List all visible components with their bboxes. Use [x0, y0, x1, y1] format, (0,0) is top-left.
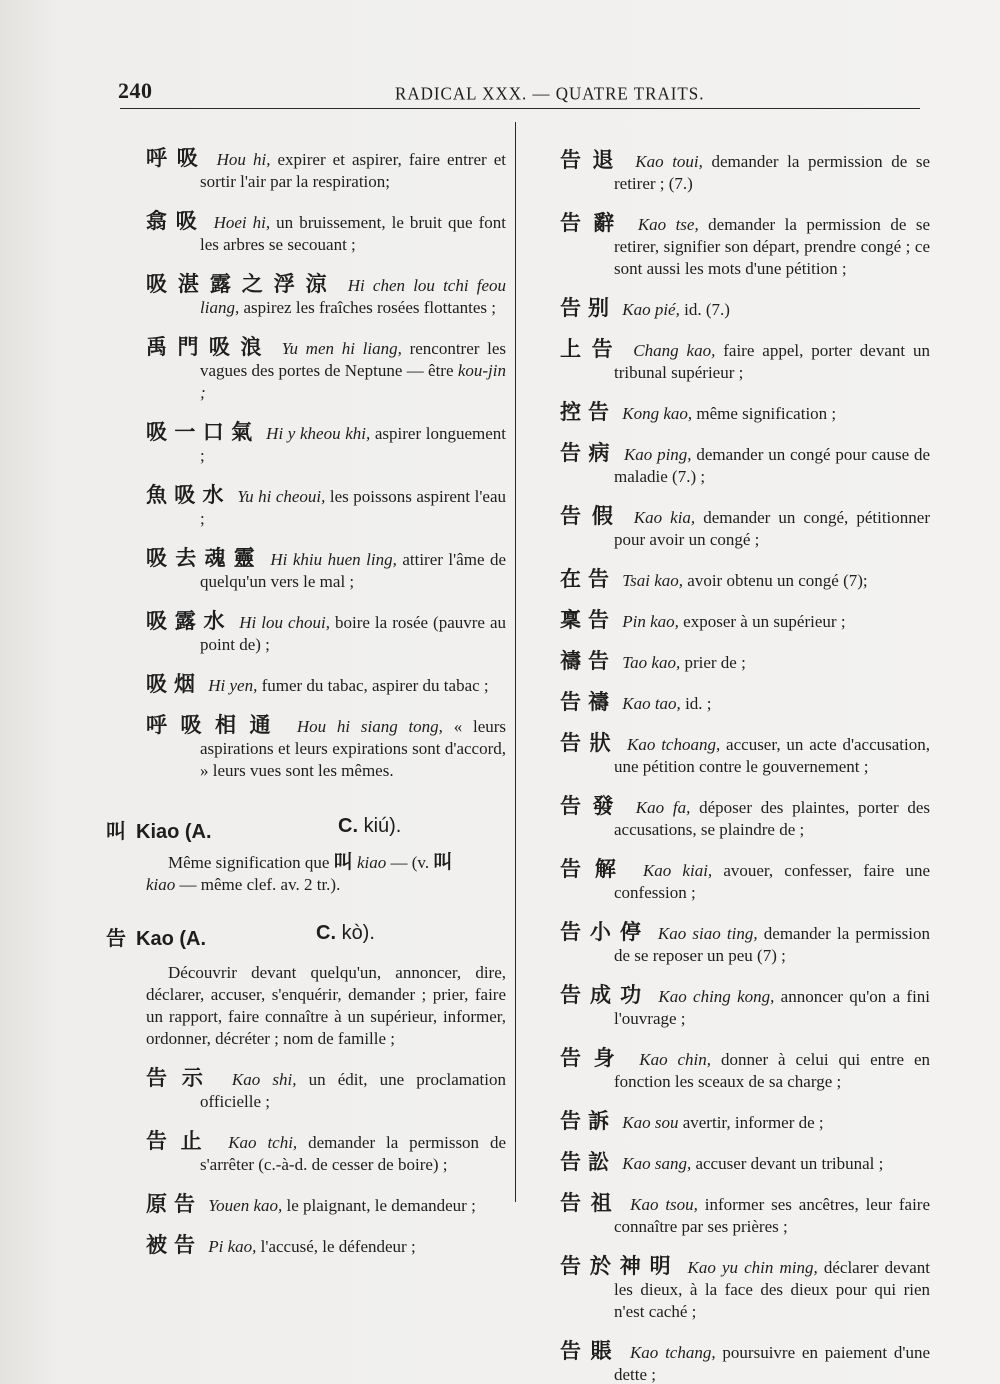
dictionary-entry [146, 421, 506, 467]
entry-gloss: demander la permission de se retirer, signifier son départ, prendre congé ; ce sont aussi les mots d'une pétition ; [614, 215, 931, 278]
headword-char: 叫 [106, 819, 126, 843]
entry-characters: 魚吸水 [146, 483, 231, 507]
entry-characters: 告發 [560, 794, 626, 818]
entry-characters: 在告 [560, 567, 616, 591]
entry-gloss: informer ses ancêtres, leur faire connaître par ses prières ; [614, 1195, 931, 1236]
entry-characters: 告止 [146, 1129, 216, 1153]
entry-gloss: demander la permission de se retirer ; (7.) [614, 152, 930, 193]
entry-characters: 告病 [560, 441, 618, 465]
entry-characters: 告訟 [560, 1150, 616, 1174]
dictionary-entry [560, 732, 930, 778]
entry-gloss: demander la permisson de s'arrêter (c.-à-d. de cesser de boire) ; [200, 1133, 506, 1174]
entry-gloss: accuser devant un tribunal ; [691, 1154, 884, 1173]
entry-characters: 告辭 [560, 211, 627, 235]
entry-characters: 吸湛露之浮涼 [146, 272, 338, 296]
entry-romanization: Tsai kao, [622, 571, 684, 590]
entry-characters: 吸一口氣 [146, 420, 260, 444]
dictionary-entry [146, 147, 506, 193]
entry-characters: 告身 [560, 1046, 628, 1070]
entry-characters: 告祖 [560, 1191, 622, 1215]
entry-romanization: Kao ching kong, [658, 987, 775, 1006]
entry-list-left [146, 147, 506, 782]
dictionary-entry [560, 650, 930, 674]
entry-characters: 呼吸相通 [146, 713, 285, 737]
entry-romanization: Kong kao, [622, 404, 693, 423]
entry-romanization: Kao tsou, [630, 1195, 698, 1214]
entry-romanization: Kao siao ting, [657, 924, 758, 943]
dictionary-entry [560, 984, 930, 1030]
entry-romanization: Yu men hi liang, [281, 339, 402, 358]
dictionary-entry [560, 1047, 930, 1093]
entry-romanization: Kao yu chin ming, [687, 1258, 818, 1277]
entry-characters: 翕吸 [146, 209, 206, 233]
entry-gloss: avoir obtenu un congé (7); [683, 571, 868, 590]
entry-list-kao [146, 1067, 506, 1258]
entry-romanization: Tao kao, [622, 653, 681, 672]
entry-list-right [560, 149, 930, 1384]
dictionary-entry [146, 1130, 506, 1176]
entry-gloss: « leurs aspirations et leurs expirations sont d'accord, » leurs vues sont les mêmes. [200, 717, 507, 780]
right-column [560, 132, 930, 1384]
entry-gloss: demander la permission de se reposer un peu (7) ; [614, 924, 931, 965]
dictionary-entry [146, 1067, 506, 1113]
entry-gloss: un édit, une proclamation officielle ; [200, 1070, 507, 1111]
dictionary-entry [560, 149, 930, 195]
dictionary-entry [560, 609, 930, 633]
entry-romanization: Kao ping, [623, 445, 692, 464]
entry-gloss: l'accusé, le défendeur ; [256, 1237, 416, 1256]
entry-gloss: demander un congé pour cause de maladie (7.) ; [614, 445, 930, 486]
entry-gloss: rencontrer les vagues des portes de Neptune — être [200, 339, 507, 380]
dictionary-entry [560, 568, 930, 592]
entry-characters: 告小停 [560, 920, 650, 944]
entry-characters: 呼吸 [146, 146, 208, 170]
dictionary-entry [560, 401, 930, 425]
entry-characters: 告成功 [560, 983, 651, 1007]
entry-gloss: les poissons aspirent l'eau ; [200, 487, 507, 528]
headword-reading: Kao (A. [136, 928, 206, 950]
dictionary-entry [560, 1255, 930, 1323]
dictionary-entry [560, 297, 930, 321]
cantonese-label: C. kò). [316, 922, 375, 944]
entry-gloss: prier de ; [680, 653, 746, 672]
entry-gloss: donner à celui qui entre en fonction les sceaux de sa charge ; [614, 1050, 931, 1091]
entry-gloss: demander un congé, pétitionner pour avoir un congé ; [614, 508, 930, 549]
entry-romanization: Hoei hi, [213, 213, 271, 232]
entry-gloss: boire la rosée (pauvre au point de) ; [200, 613, 507, 654]
entry-romanization: Pin kao, [622, 612, 679, 631]
dictionary-entry [560, 505, 930, 551]
entry-gloss: même signification ; [692, 404, 837, 423]
entry-characters: 告别 [560, 296, 616, 320]
entry-characters: 告禱 [560, 690, 616, 714]
entry-romanization: Kao kia, [633, 508, 696, 527]
entry-characters: 告示 [146, 1066, 218, 1090]
entry-romanization: Hi y kheou khi, [266, 424, 371, 443]
dictionary-entry [146, 610, 506, 656]
dictionary-entry [146, 273, 506, 319]
entry-characters: 告訴 [560, 1109, 616, 1133]
entry-characters: 告狀 [560, 731, 620, 755]
entry-gloss: aspirer longuement ; [200, 424, 507, 465]
entry-romanization: Hou hi, [216, 150, 271, 169]
entry-gloss: un bruissement, le bruit que font les arbres se secouant ; [200, 213, 506, 254]
dictionary-entry [560, 921, 930, 967]
entry-romanization: Pi kao, [208, 1237, 257, 1256]
entry-characters: 告解 [560, 857, 630, 881]
entry-romanization: Hou hi siang tong, [296, 717, 443, 736]
dictionary-entry [146, 673, 506, 697]
dictionary-entry [560, 858, 930, 904]
entry-romanization: Kao fa, [635, 798, 691, 817]
headword-char: 告 [106, 926, 126, 950]
entry-romanization: Kao tse, [637, 215, 699, 234]
entry-romanization: Kao chin, [639, 1050, 712, 1069]
entry-romanization: Kao tchi, [228, 1133, 298, 1152]
dictionary-entry [560, 1192, 930, 1238]
char-head-kiao [106, 815, 506, 845]
entry-characters: 控告 [560, 400, 616, 424]
entry-gloss: faire appel, porter devant un tribunal supérieur ; [614, 341, 931, 382]
column-divider [515, 122, 516, 1202]
entry-romanization: Kao tao, [622, 694, 681, 713]
header-rule [120, 108, 920, 109]
entry-gloss: id. ; [680, 694, 712, 713]
entry-gloss: déposer des plaintes, porter des accusations, se plaindre de ; [614, 798, 931, 839]
dictionary-entry [560, 1151, 930, 1175]
dictionary-entry [560, 795, 930, 841]
entry-gloss: id. (7.) [679, 300, 730, 319]
dictionary-entry [146, 1193, 506, 1217]
kao-definition: Découvrir devant quelqu'un, annoncer, dire, déclarer, accuser, s'enquérir, demander ; prier, faire un rapport, faire connaître à un supérieur, informer, ordonner, décréter ; nom de famille ; [146, 963, 506, 1048]
entry-romanization: Hi yen, [208, 676, 258, 695]
entry-romanization: Kao sang, [622, 1154, 692, 1173]
dictionary-entry [146, 714, 506, 782]
entry-gloss: aspirez les fraîches rosées flottantes ; [239, 298, 496, 317]
entry-characters: 告於神明 [560, 1254, 680, 1278]
entry-gloss: fumer du tabac, aspirer du tabac ; [257, 676, 489, 695]
dictionary-entry [146, 484, 506, 530]
cantonese-label: C. kiú). [338, 815, 402, 837]
entry-romanization: Kao kiai, [642, 861, 713, 880]
entry-characters: 告賬 [560, 1339, 622, 1363]
entry-romanization: Hi lou choui, [239, 613, 330, 632]
dictionary-entry [560, 338, 930, 384]
entry-characters: 稟告 [560, 608, 616, 632]
char-head-kao [106, 922, 506, 952]
entry-gloss: expirer et aspirer, faire entrer et sortir l'air par la respiration; [200, 150, 506, 191]
entry-romanization: Kao pié, [622, 300, 680, 319]
entry-gloss: avertir, informer de ; [678, 1113, 824, 1132]
dictionary-entry [146, 547, 506, 593]
entry-characters: 吸去魂靈 [146, 546, 263, 570]
headword-reading: Kiao (A. [136, 821, 212, 843]
entry-gloss: attirer l'âme de quelqu'un vers le mal ; [200, 550, 507, 591]
entry-gloss: exposer à un supérieur ; [678, 612, 846, 631]
entry-characters: 原告 [146, 1192, 202, 1216]
kiao-note: Même signification que 叫 kiao — (v. 叫 kiao — même clef. av. 2 tr.). [146, 851, 453, 894]
dictionary-entry [146, 336, 506, 404]
dictionary-entry [146, 1234, 506, 1258]
entry-romanization: Kao tchang, [629, 1343, 716, 1362]
dictionary-entry [146, 210, 506, 256]
entry-gloss: accuser, un acte d'accusation, une pétition contre le gouvernement ; [614, 735, 931, 776]
entry-characters: 告退 [560, 148, 625, 172]
entry-romanization: Chang kao, [633, 341, 716, 360]
dictionary-entry [560, 212, 930, 280]
entry-romanization-extra: kou-jin ; [200, 361, 506, 402]
entry-characters: 禹門吸浪 [146, 335, 272, 359]
entry-romanization: Youen kao, [208, 1196, 283, 1215]
entry-gloss: le plaignant, le demandeur ; [282, 1196, 476, 1215]
page-number: 240 [118, 78, 153, 103]
dictionary-entry [560, 1110, 930, 1134]
entry-romanization: Hi khiu huen ling, [270, 550, 397, 569]
entry-romanization: Kao sou [622, 1113, 679, 1132]
entry-gloss: déclarer devant les dieux, à la face des dieux pour qui rien n'est caché ; [614, 1258, 931, 1321]
dictionary-entry [560, 691, 930, 715]
dictionary-entry [560, 442, 930, 488]
entry-romanization: Kao toui, [635, 152, 703, 171]
entry-characters: 告假 [560, 504, 624, 528]
entry-gloss: poursuivre en paiement d'une dette ; [614, 1343, 931, 1384]
entry-gloss: avouer, confesser, faire une confession ; [614, 861, 931, 902]
left-column [106, 130, 507, 1267]
entry-characters: 被告 [146, 1233, 202, 1257]
entry-romanization: Yu hi cheoui, [237, 487, 326, 506]
entry-characters: 吸露水 [146, 609, 233, 633]
entry-romanization: Kao tchoang, [627, 735, 721, 754]
entry-characters: 禱告 [560, 649, 616, 673]
running-head: RADICAL XXX. — QUATRE TRAITS. [395, 83, 705, 104]
dictionary-entry [560, 1340, 930, 1384]
entry-gloss: annoncer qu'on a fini l'ouvrage ; [614, 987, 931, 1028]
entry-romanization: Hi chen lou tchi feou liang, [200, 276, 507, 317]
entry-romanization: Kao shi, [231, 1070, 297, 1089]
entry-characters: 吸烟 [146, 672, 202, 696]
entry-characters: 上告 [560, 337, 624, 361]
